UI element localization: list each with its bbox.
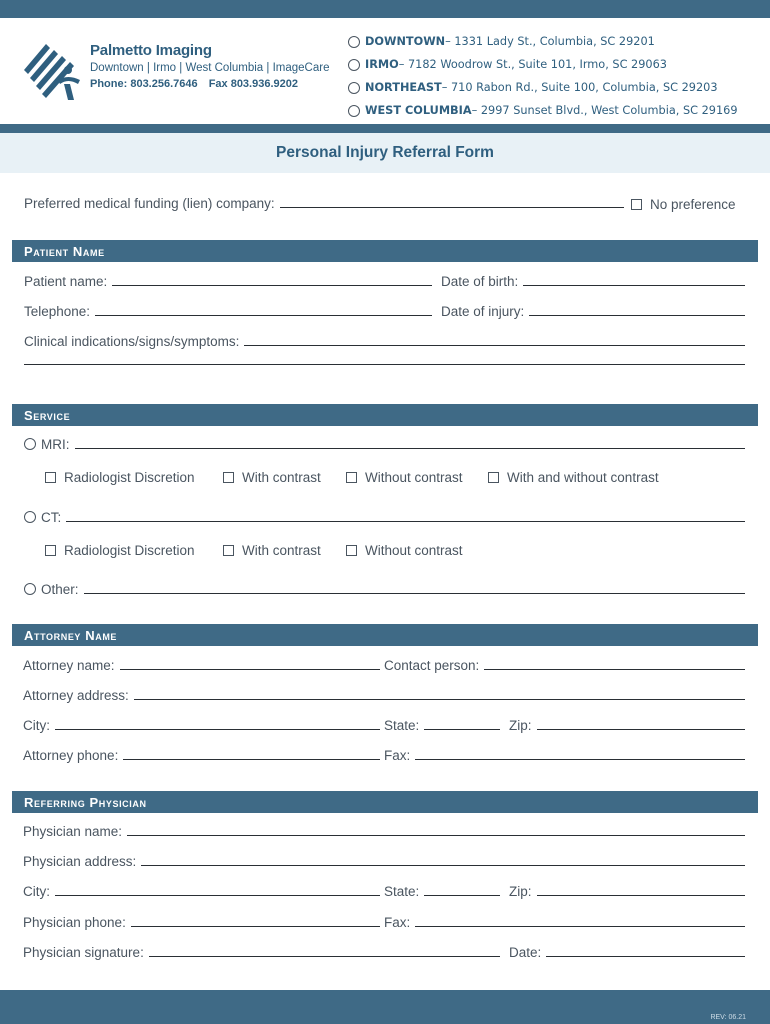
physician-name-row bbox=[23, 824, 745, 839]
location-address: – 2997 Sunset Blvd., West Columbia, SC 29169 bbox=[471, 104, 738, 117]
palmetto-imaging-logo-icon bbox=[22, 40, 84, 106]
mri-option bbox=[223, 470, 321, 485]
dob-label: Date of birth: bbox=[441, 274, 519, 289]
brand-phone: Phone: 803.256.7646 bbox=[90, 78, 198, 90]
physician-zip-label: Zip: bbox=[509, 884, 532, 899]
attorney-city-field[interactable] bbox=[55, 729, 380, 730]
mri-option bbox=[45, 470, 195, 485]
ct-option-label: With contrast bbox=[242, 543, 321, 558]
physician-zip-row bbox=[509, 884, 745, 899]
dob-field[interactable] bbox=[523, 285, 745, 286]
mri-with-and-without-contrast-checkbox[interactable] bbox=[488, 472, 499, 483]
physician-address-label: Physician address: bbox=[23, 854, 137, 869]
top-bar bbox=[0, 0, 770, 18]
mri-row bbox=[24, 437, 745, 452]
revision-label: REV: 06.21 bbox=[710, 1014, 746, 1021]
physician-address-field[interactable] bbox=[141, 865, 745, 866]
other-radio[interactable] bbox=[24, 583, 36, 595]
location-list bbox=[348, 30, 738, 122]
location-west-columbia bbox=[348, 99, 738, 122]
mri-field[interactable] bbox=[75, 448, 746, 449]
location-address: – 7182 Woodrow St., Suite 101, Irmo, SC 29063 bbox=[398, 58, 667, 71]
mri-label: MRI: bbox=[41, 437, 70, 452]
clinical-row bbox=[24, 334, 745, 349]
attorney-city-row bbox=[23, 718, 380, 733]
ct-option-label: Without contrast bbox=[365, 543, 463, 558]
telephone-label: Telephone: bbox=[24, 304, 91, 319]
attorney-state-field[interactable] bbox=[424, 729, 500, 730]
location-downtown-radio[interactable] bbox=[348, 36, 360, 48]
ct-without-contrast-checkbox[interactable] bbox=[346, 545, 357, 556]
contact-person-row bbox=[384, 658, 745, 673]
brand-locations: Downtown | Irmo | West Columbia | ImageCare bbox=[90, 62, 330, 74]
physician-signature-row bbox=[23, 945, 500, 960]
no-preference-checkbox[interactable] bbox=[631, 199, 642, 210]
section-referring-physician: Referring Physician bbox=[12, 791, 758, 813]
injury-date-field[interactable] bbox=[529, 315, 745, 316]
physician-city-label: City: bbox=[23, 884, 50, 899]
other-row bbox=[24, 582, 745, 597]
ct-with-contrast-checkbox[interactable] bbox=[223, 545, 234, 556]
physician-state-label: State: bbox=[384, 884, 420, 899]
mri-radio[interactable] bbox=[24, 438, 36, 450]
physician-name-label: Physician name: bbox=[23, 824, 123, 839]
ct-option-label: Radiologist Discretion bbox=[64, 543, 195, 558]
attorney-fax-field[interactable] bbox=[415, 759, 745, 760]
attorney-address-field[interactable] bbox=[134, 699, 745, 700]
attorney-phone-row bbox=[23, 748, 380, 763]
physician-state-row bbox=[384, 884, 500, 899]
brand-contact bbox=[90, 78, 329, 90]
clinical-label: Clinical indications/signs/symptoms: bbox=[24, 334, 240, 349]
injury-date-label: Date of injury: bbox=[441, 304, 525, 319]
telephone-field[interactable] bbox=[95, 315, 432, 316]
ct-option bbox=[223, 543, 321, 558]
mri-option-label: With and without contrast bbox=[507, 470, 659, 485]
mri-option-label: Radiologist Discretion bbox=[64, 470, 195, 485]
attorney-zip-row bbox=[509, 718, 745, 733]
mri-option-label: With contrast bbox=[242, 470, 321, 485]
contact-person-field[interactable] bbox=[484, 669, 745, 670]
location-irmo-radio[interactable] bbox=[348, 59, 360, 71]
form-title: Personal Injury Referral Form bbox=[276, 144, 494, 161]
brand-fax: Fax 803.936.9202 bbox=[208, 78, 298, 90]
letterhead bbox=[0, 18, 770, 124]
physician-fax-label: Fax: bbox=[384, 915, 411, 930]
attorney-fax-label: Fax: bbox=[384, 748, 411, 763]
section-patient-name: Patient Name bbox=[12, 240, 758, 262]
mri-option-label: Without contrast bbox=[365, 470, 463, 485]
physician-date-row bbox=[509, 945, 745, 960]
injury-date-row bbox=[441, 304, 745, 319]
mri-without-contrast-checkbox[interactable] bbox=[346, 472, 357, 483]
lien-company-label: Preferred medical funding (lien) company: bbox=[24, 196, 275, 211]
location-name: WEST COLUMBIA bbox=[365, 104, 472, 117]
ct-field[interactable] bbox=[66, 521, 745, 522]
physician-fax-field[interactable] bbox=[415, 926, 745, 927]
no-preference-option bbox=[631, 197, 736, 212]
location-name: IRMO bbox=[365, 58, 399, 71]
header-divider bbox=[0, 124, 770, 133]
physician-date-label: Date: bbox=[509, 945, 542, 960]
mri-option bbox=[488, 470, 659, 485]
clinical-row-2 bbox=[19, 364, 745, 368]
location-downtown bbox=[348, 30, 738, 53]
physician-city-field[interactable] bbox=[55, 895, 380, 896]
physician-phone-label: Physician phone: bbox=[23, 915, 126, 930]
clinical-field-line-2[interactable] bbox=[24, 364, 745, 365]
section-attorney-name: Attorney Name bbox=[12, 624, 758, 646]
location-address: – 710 Rabon Rd., Suite 100, Columbia, SC 29203 bbox=[441, 81, 718, 94]
ct-row bbox=[24, 510, 745, 525]
no-preference-label: No preference bbox=[650, 197, 736, 212]
title-band bbox=[0, 133, 770, 173]
telephone-row bbox=[24, 304, 432, 319]
lien-company-row bbox=[24, 196, 624, 211]
patient-name-row bbox=[24, 274, 432, 289]
physician-zip-field[interactable] bbox=[537, 895, 745, 896]
patient-name-field[interactable] bbox=[112, 285, 432, 286]
location-name: DOWNTOWN bbox=[365, 35, 446, 48]
attorney-state-label: State: bbox=[384, 718, 420, 733]
physician-date-field[interactable] bbox=[546, 956, 745, 957]
ct-label: CT: bbox=[41, 510, 62, 525]
brand-name: Palmetto Imaging bbox=[90, 42, 212, 59]
physician-phone-row bbox=[23, 915, 380, 930]
attorney-name-field[interactable] bbox=[120, 669, 380, 670]
brand-block bbox=[90, 42, 329, 90]
physician-address-row bbox=[23, 854, 745, 869]
attorney-city-label: City: bbox=[23, 718, 50, 733]
lien-company-field[interactable] bbox=[280, 207, 624, 208]
location-northeast bbox=[348, 76, 738, 99]
physician-signature-label: Physician signature: bbox=[23, 945, 144, 960]
patient-name-label: Patient name: bbox=[24, 274, 108, 289]
attorney-zip-field[interactable] bbox=[537, 729, 745, 730]
location-west-columbia-radio[interactable] bbox=[348, 105, 360, 117]
attorney-address-row bbox=[23, 688, 745, 703]
mri-radiologist-discretion-checkbox[interactable] bbox=[45, 472, 56, 483]
attorney-name-row bbox=[23, 658, 380, 673]
mri-with-contrast-checkbox[interactable] bbox=[223, 472, 234, 483]
location-irmo bbox=[348, 53, 738, 76]
ct-radio[interactable] bbox=[24, 511, 36, 523]
ct-option bbox=[346, 543, 463, 558]
ct-radiologist-discretion-checkbox[interactable] bbox=[45, 545, 56, 556]
physician-state-field[interactable] bbox=[424, 895, 500, 896]
section-service: Service bbox=[12, 404, 758, 426]
attorney-name-label: Attorney name: bbox=[23, 658, 115, 673]
clinical-field[interactable] bbox=[244, 345, 745, 346]
mri-option bbox=[346, 470, 463, 485]
location-name: NORTHEAST bbox=[365, 81, 442, 94]
attorney-address-label: Attorney address: bbox=[23, 688, 129, 703]
other-field[interactable] bbox=[84, 593, 745, 594]
dob-row bbox=[441, 274, 745, 289]
physician-city-row bbox=[23, 884, 380, 899]
physician-name-field[interactable] bbox=[127, 835, 745, 836]
attorney-phone-label: Attorney phone: bbox=[23, 748, 119, 763]
location-address: – 1331 Lady St., Columbia, SC 29201 bbox=[445, 35, 655, 48]
physician-phone-field[interactable] bbox=[131, 926, 380, 927]
contact-person-label: Contact person: bbox=[384, 658, 480, 673]
attorney-state-row bbox=[384, 718, 500, 733]
attorney-zip-label: Zip: bbox=[509, 718, 532, 733]
footer-bar bbox=[0, 990, 770, 1024]
physician-signature-field[interactable] bbox=[149, 956, 500, 957]
ct-option bbox=[45, 543, 195, 558]
location-northeast-radio[interactable] bbox=[348, 82, 360, 94]
physician-fax-row bbox=[384, 915, 745, 930]
attorney-fax-row bbox=[384, 748, 745, 763]
other-label: Other: bbox=[41, 582, 79, 597]
attorney-phone-field[interactable] bbox=[123, 759, 380, 760]
